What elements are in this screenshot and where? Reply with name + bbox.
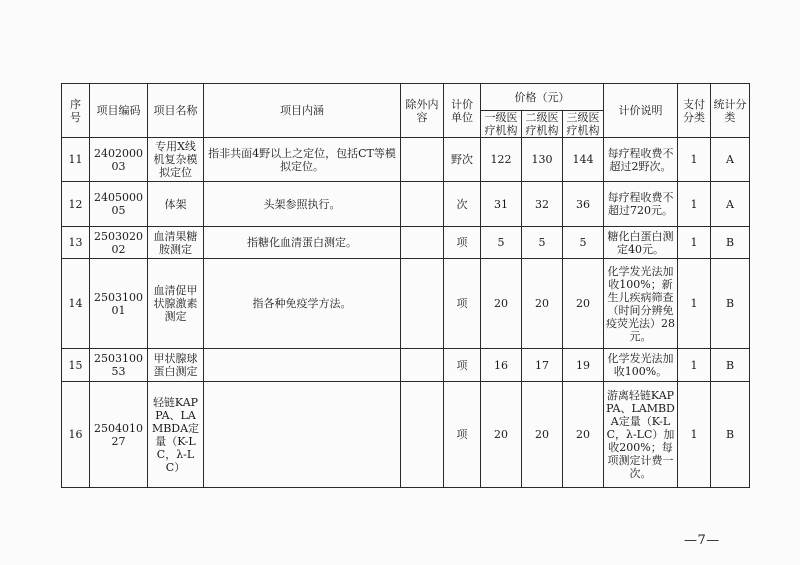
cell-price-level1: 16: [481, 349, 522, 382]
page-number: —7—: [684, 533, 720, 548]
cell-seq: 13: [62, 227, 90, 259]
cell-name: 专用X线机复杂模拟定位: [148, 138, 204, 182]
cell-seq: 14: [62, 259, 90, 349]
header-seq: 序号: [62, 84, 90, 138]
cell-code: 240200003: [90, 138, 148, 182]
table-header: [62, 84, 750, 138]
cell-price-level1: 31: [481, 182, 522, 227]
cell-stat: B: [711, 382, 750, 488]
cell-price-level1: 20: [481, 382, 522, 488]
cell-stat: B: [711, 259, 750, 349]
cell-price-level3: 144: [563, 138, 604, 182]
header-unit: 计价单位: [444, 84, 481, 138]
header-content: 项目内涵: [204, 84, 401, 138]
header-level3: 三级医疗机构: [563, 111, 604, 138]
cell-name: 血清促甲状腺激素测定: [148, 259, 204, 349]
cell-note: 化学发光法加收100%；新生儿疾病筛查（时间分辨免疫荧光法）28元。: [604, 259, 678, 349]
cell-unit: 项: [444, 382, 481, 488]
header-price-group: 价格（元）: [481, 84, 604, 111]
header-pay: 支付分类: [678, 84, 711, 138]
cell-note: 每疗程收费不超过2野次。: [604, 138, 678, 182]
cell-unit: 野次: [444, 138, 481, 182]
cell-unit: 项: [444, 227, 481, 259]
cell-price-level3: 20: [563, 259, 604, 349]
cell-note: 化学发光法加收100%。: [604, 349, 678, 382]
cell-stat: A: [711, 182, 750, 227]
cell-pay: 1: [678, 382, 711, 488]
cell-price-level3: 36: [563, 182, 604, 227]
cell-unit: 次: [444, 182, 481, 227]
cell-except: [401, 382, 444, 488]
cell-price-level3: 19: [563, 349, 604, 382]
cell-seq: 15: [62, 349, 90, 382]
cell-pay: 1: [678, 227, 711, 259]
cell-content: 指非共面4野以上之定位，包括CT等模拟定位。: [204, 138, 401, 182]
cell-except: [401, 259, 444, 349]
cell-except: [401, 138, 444, 182]
cell-price-level2: 32: [522, 182, 563, 227]
cell-price-level2: 130: [522, 138, 563, 182]
table-row: [62, 382, 750, 488]
cell-content: 指糖化血清蛋白测定。: [204, 227, 401, 259]
cell-unit: 项: [444, 259, 481, 349]
header-code: 项目编码: [90, 84, 148, 138]
header-stat: 统计分类: [711, 84, 750, 138]
cell-except: [401, 227, 444, 259]
cell-note: 游离轻链KAPPA、LAMBDA定量（K-LC，λ-LC）加收200%；每项测定计费一次。: [604, 382, 678, 488]
cell-price-level3: 5: [563, 227, 604, 259]
table-row: [62, 259, 750, 349]
cell-name: 体架: [148, 182, 204, 227]
header-level2: 二级医疗机构: [522, 111, 563, 138]
cell-except: [401, 182, 444, 227]
table-row: [62, 349, 750, 382]
cell-code: 250401027: [90, 382, 148, 488]
cell-pay: 1: [678, 349, 711, 382]
cell-code: 240500005: [90, 182, 148, 227]
header-except: 除外内容: [401, 84, 444, 138]
cell-price-level1: 5: [481, 227, 522, 259]
cell-except: [401, 349, 444, 382]
table-body: [62, 138, 750, 488]
cell-price-level1: 122: [481, 138, 522, 182]
cell-note: 糖化白蛋白测定40元。: [604, 227, 678, 259]
cell-stat: B: [711, 227, 750, 259]
cell-name: 轻链KAPPA、LAMBDA定量（K-LC，λ-LC）: [148, 382, 204, 488]
cell-content: 头架参照执行。: [204, 182, 401, 227]
fee-table: [61, 83, 750, 488]
header-name: 项目名称: [148, 84, 204, 138]
cell-price-level1: 20: [481, 259, 522, 349]
cell-price-level3: 20: [563, 382, 604, 488]
table-row: [62, 182, 750, 227]
cell-price-level2: 20: [522, 382, 563, 488]
cell-content: 指各种免疫学方法。: [204, 259, 401, 349]
cell-price-level2: 5: [522, 227, 563, 259]
cell-code: 250302002: [90, 227, 148, 259]
cell-pay: 1: [678, 182, 711, 227]
table-row: [62, 138, 750, 182]
cell-unit: 项: [444, 349, 481, 382]
cell-name: 甲状腺球蛋白测定: [148, 349, 204, 382]
header-note: 计价说明: [604, 84, 678, 138]
cell-seq: 16: [62, 382, 90, 488]
cell-seq: 11: [62, 138, 90, 182]
cell-stat: A: [711, 138, 750, 182]
cell-content: [204, 382, 401, 488]
cell-content: [204, 349, 401, 382]
table-row: [62, 227, 750, 259]
cell-code: 250310053: [90, 349, 148, 382]
cell-note: 每疗程收费不超过720元。: [604, 182, 678, 227]
cell-seq: 12: [62, 182, 90, 227]
cell-pay: 1: [678, 138, 711, 182]
header-level1: 一级医疗机构: [481, 111, 522, 138]
cell-name: 血清果糖胺测定: [148, 227, 204, 259]
cell-price-level2: 20: [522, 259, 563, 349]
cell-pay: 1: [678, 259, 711, 349]
cell-price-level2: 17: [522, 349, 563, 382]
cell-stat: B: [711, 349, 750, 382]
cell-code: 250310001: [90, 259, 148, 349]
